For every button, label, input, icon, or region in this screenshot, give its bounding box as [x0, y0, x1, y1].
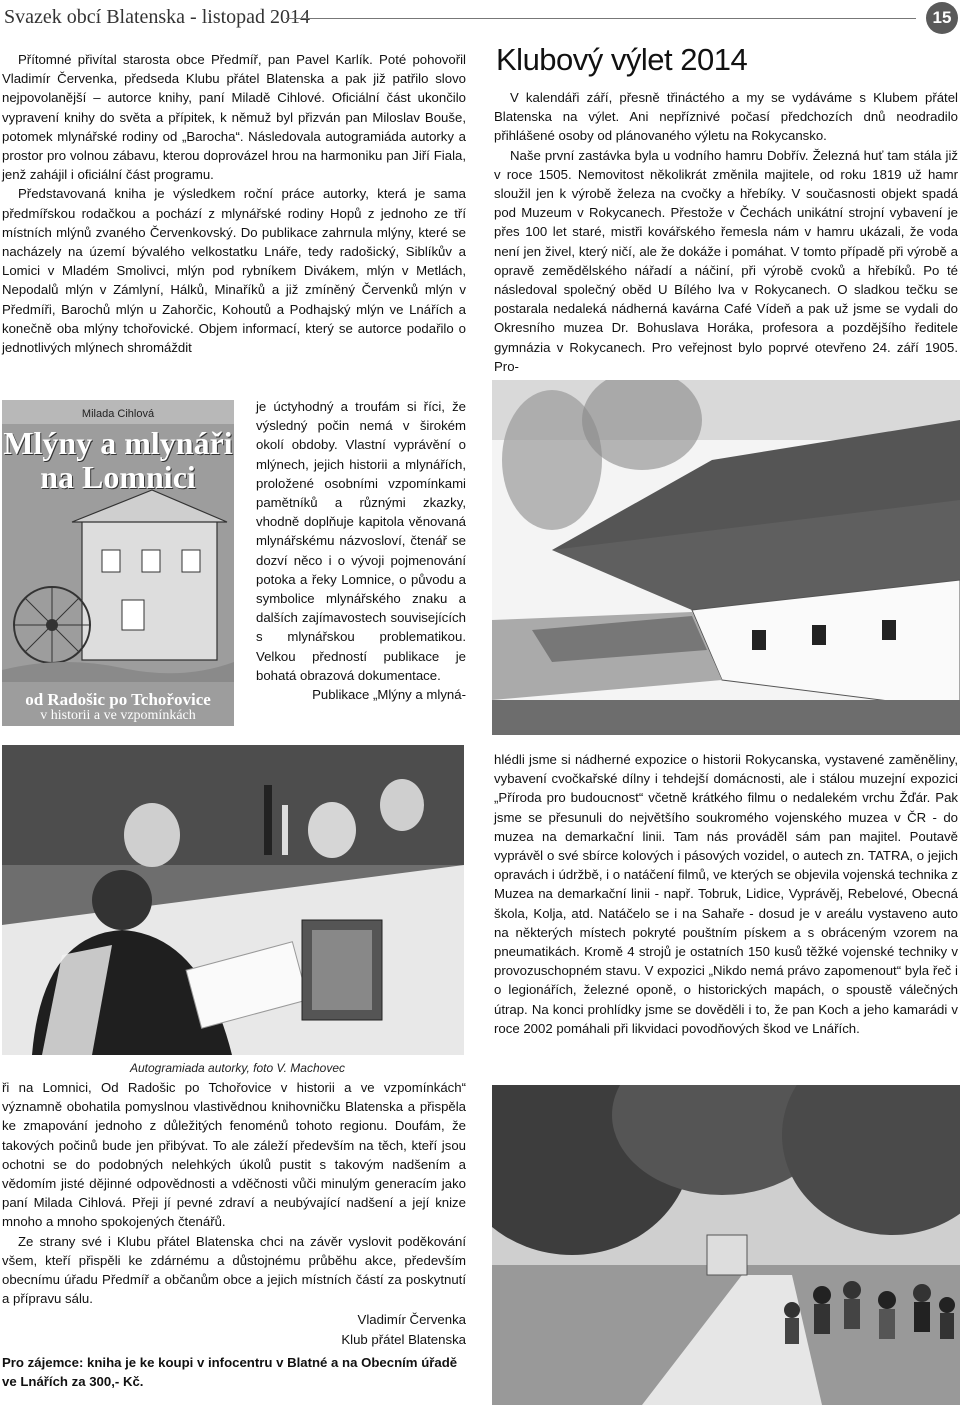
paragraph: hlédli jsme si nádherné expozice o historii Rokycanska, vystavené zaměněliny, vybavení cvočkařské dílny i tehdejší domácnosti, ale i stálou muzejní expozici „Příroda pro budoucnost“ včetně krátkého filmu o nedalekém vrchu Žďár. Pak jsme se přesunuli do největšího soukromého vojenského muzea v ČR - do muzea na demarkační linii. Tam nás prováděl sám pan majitel. Poutavě vyprávěl o své sbírce kolových i pásových vozidel, o autech zn. TATRA, o jejich opravách i údržbě, i o natáčení filmů, ve kterých se objevila vojenská technika z Muzea na demarkační linii - např. Tobruk, Lidice, Vyprávěj, Rebelové, Obecná škola, Kolja, atd. Natáčelo se i na Sahaře - dosud je v areálu vystaveno auto na některých místech pokryté pouštním pískem a s obráceným vzorem na pneumatikách. Kromě 4 strojů je ostatních 150 kusů těžké vojenské techniky v provozuschopném stavu. V expozici „Nikdo nemá právo zapomenout“ byla řeč i o legionářích, železné oponě, o historických mapách, o spoustě válečných útrap. Na konci prohlídky jsme se dověděli i to, že pan Koch a jeho kamarádi v roce 2002 pomáhali při likvidaci povodňových škod ve Lnářích.: [494, 752, 959, 1036]
signature-org: Klub přátel Blatenska: [341, 1331, 466, 1347]
page-number-badge: 15: [926, 2, 958, 34]
signature-name: Vladimír Červenka: [357, 1312, 466, 1328]
cover-subtitle-2: v historii a ve vzpomínkách: [40, 708, 196, 723]
group-outdoor-scene: [492, 1085, 960, 1405]
purchase-note: Pro zájemce: kniha je ke koupi v infocentru v Blatné a na Obecním úřadě ve Lnářích za 300,- Kč.: [2, 1354, 458, 1390]
cover-subtitle: od Radošic po Tchořovice: [25, 690, 211, 709]
paragraph: Přítomné přivítal starosta obce Předmíř, pan Pavel Karlík. Poté pohovořil Vladimír Červenka, předseda Klubu přátel Blatenska a pak již patřilo slovo nejpovolanější – autorce knihy, paní Miladě Cihlové. Oficiální část ukončilo vypravení knihy do světa a přípitek, k němuž byl přizván pan Miloslav Bouše, potomek mlynářské rodiny od „Barocha“. Následovala autogramiáda autorky a prostor pro volnou zábavu, kterou doprovázel hrou na harmoniku pan Jiří Fiala, jenž zahájil i oficiální část programu.: [2, 52, 466, 183]
autograph-scene: [2, 745, 464, 1055]
paragraph: Ze strany své i Klubu přátel Blatenska chci na závěr vyslovit poděkování všem, kteří přispěli ke zdárnému a důstojnému průběhu akce, především obecnímu úřadu Předmíř a občanům obce a jejich místních částí za poskytnutí a přípravu sálu.: [2, 1233, 466, 1307]
article-title: Klubový výlet 2014: [496, 42, 748, 77]
newsletter-title: Svazek obcí Blatenska - listopad 2014: [4, 6, 311, 28]
paragraph: V kalendáři září, přesně třináctého a my se vydáváme s Klubem přátel Blatenska na výlet. Ani nepříznivé počasí předchozích dnů neodradilo přihlášené osoby od plánovaného výletu na Rokycansko.: [494, 90, 958, 144]
left-article-top: [2, 50, 466, 357]
cover-title: Mlýny a mlynáři na Lomnici: [3, 425, 233, 495]
left-article-beside-cover: [256, 397, 466, 704]
header-rule: [286, 18, 916, 19]
group-photo: [492, 1085, 960, 1405]
hammer-mill-scene: [492, 380, 960, 735]
page-header: [0, 0, 960, 40]
paragraph: Naše první zastávka byla u vodního hamru Dobřív. Železná huť tam stála již v roce 1505. Nemovitost několikrát změnila majitele, od roku 1819 už hamr sloužil jen k výrobě železa na cvočky a hřebíky. V současnosti objekt spadá pod Muzeum v Rokycanech. Přestože v Čechách unikátní strojní vybavení je přes 100 let staré, mistři kovářského řemesla nám v hamru ukázali, že voda není jen živel, který ničí, ale že dokáže i pomáhat. V tomto případě při výrobě a opravě zemědělského nářadí a náčiní, při výrobě cvoků a hřebíků. Po té následoval společný oběd U Bílého lva v Rokycanech. O sladkou tečku se postarala nedaleká nádherná kavárna Café Vídeň a pak už jsme se vydali do Okresního muzea Dr. Bohuslava Horáka, profesora a pozdějšího ředitele gymnázia v Rokycanech. Pro veřejnost bylo poprvé otevřeno 24. září 1905. Pro-: [494, 147, 958, 374]
left-article-bottom: [2, 1078, 466, 1391]
paragraph: Představovaná kniha je výsledkem roční práce autorky, která je sama předmířskou rodačkou a pochází z mlynářské rodiny Hopů z jednoho ze tří místních mlýnů zvaného Červenkovský. Do publikace zahrnula mlýny, které se nacházely na území bývalého velkostatku Lnáře, tedy radošický, Siblíkův a Lomici v Mladém Smolivci, mlýn pod rybníkem Divákem, mlýn v Metlách, Nepodalů mlýn v Zámlyní, Hálků, Minaříků a již zmíněný Červenků mlýn v Předmíři, Barochů mlýn u Zahorčic, Kohoutů a Podhajský mlýn ve Lnářích a konečně oba mlýny tchořovické. Objem informací, který se autorce podařilo o jednotlivých mlýnech shromáždit: [2, 186, 466, 356]
paragraph: Publikace „Mlýny a mlyná-: [312, 687, 466, 703]
autograph-photo: [2, 745, 464, 1055]
photo-caption: Autogramiada autorky, foto V. Machovec: [130, 1061, 345, 1075]
book-cover-image: [2, 400, 234, 726]
cover-author: Milada Cihlová: [81, 408, 155, 420]
paragraph: ři na Lomnici, Od Radošic po Tchořovice v historii a ve vzpomínkách“ významně obohatila pomyslnou vlastivědnou knihovničku Blatenska a přispěla ke zmapování jednoho z důležitých fenoménů tohoto regionu. Doufám, že takových počinů bude jen přibývat. To ale záleží především na těch, kteří jsou ochotni se do podobných nelehkých úkolů pustit s takovým nadšením a vědomím jisté dějinné odpovědnosti a vděčnosti vůči minulým generacím jako paní Milada Cihlová. Přeji jí pevné zdraví a neubývající nadšení a její knize mnoho a mnoho spokojených čtenářů.: [2, 1080, 466, 1230]
right-article-bottom: [494, 750, 958, 1038]
paragraph: je úctyhodný a troufám si říci, že výsledný počin nemá v širokém okolí obdoby. Vlastní vyprávění o mlýnech, jejich historii a mlynářích, proložené osobními vzpomínkami pamětníků a různými zkazky, vhodně doplňuje kapitola věnovaná mlynářskému názvosloví, čtenář se dozví něco i o vývoji pojmenování potoka a řeky Lomnice, o původu a symbolice mlynářského znaku a dalších zajímavostech souvisejících s mlynářskou problematikou. Velkou předností publikace je bohatá obrazová dokumentace.: [256, 399, 466, 683]
right-article-top: [494, 88, 958, 376]
mill-photo: [492, 380, 960, 735]
